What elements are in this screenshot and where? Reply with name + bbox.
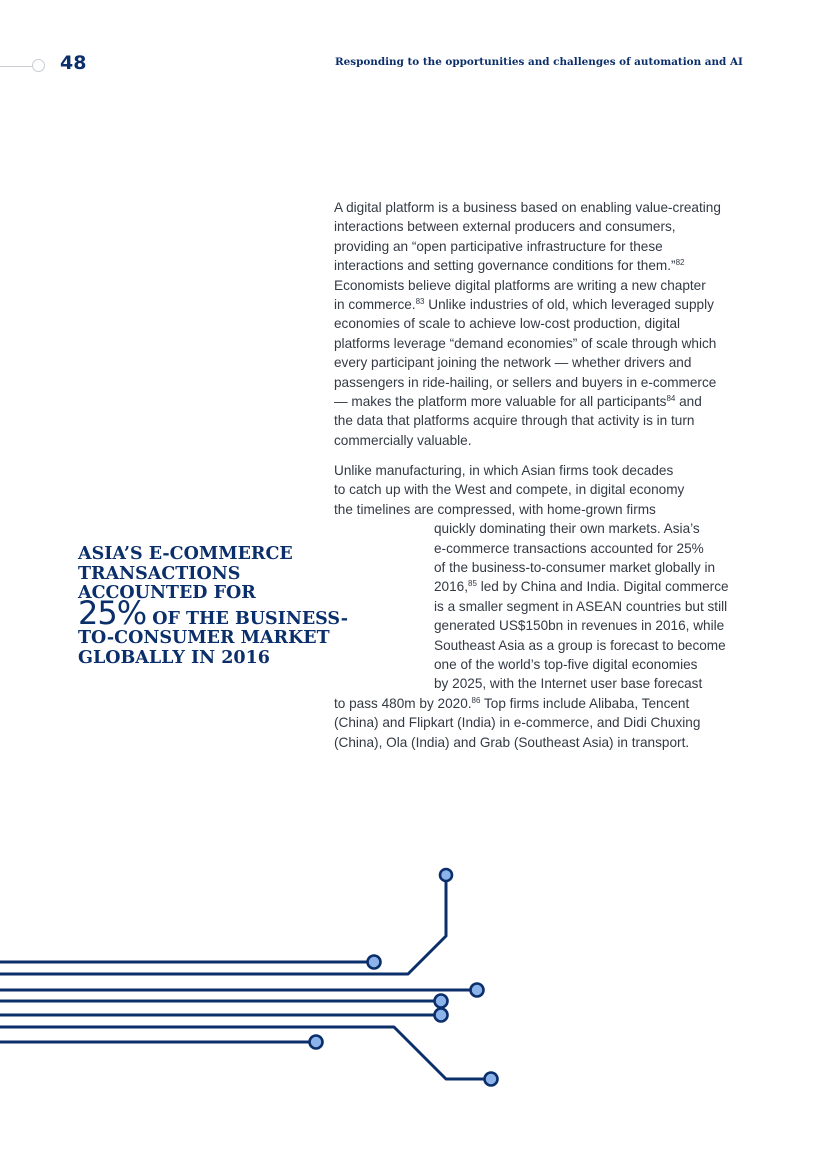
text-span: 2016, (434, 579, 469, 595)
running-head: Responding to the opportunities and challenges of automation and AI (335, 56, 743, 68)
text-line (334, 694, 754, 713)
text-line: is a smaller segment in ASEAN countries but still (434, 598, 728, 614)
pull-quote-line: ASIA’S E-COMMERCE (78, 544, 293, 564)
circuit-node (471, 984, 484, 997)
circuit-trace (0, 1027, 484, 1079)
footnote-ref-84: 84 (666, 394, 676, 404)
text-line (334, 392, 754, 411)
text-line: A digital platform is a business based on enabling value-creating (334, 200, 721, 215)
text-line: the timelines are compressed, with home-grown firms (334, 501, 656, 517)
circuit-node (435, 1009, 448, 1022)
body-paragraph-2 (334, 461, 754, 752)
pull-quote-text: OF THE BUSINESS- (146, 608, 348, 629)
circuit-node (435, 995, 448, 1008)
text-span: and (675, 394, 702, 410)
text-line: passengers in ride-hailing, or sellers and buyers in e-commerce (334, 374, 717, 390)
text-line: Economists believe digital platforms are writing a new chapter (334, 277, 706, 293)
circuit-board-illustration (0, 860, 520, 1100)
footnote-ref-85: 85 (468, 579, 477, 589)
text-line (334, 295, 754, 314)
text-line: (China) and Flipkart (India) in e-commerce, and Didi Chuxing (334, 715, 701, 731)
text-span: led by China and India. Digital commerce (476, 579, 729, 595)
pull-quote-line: TO-CONSUMER MARKET (78, 628, 330, 649)
text-line: interactions between external producers and consumers, (334, 219, 676, 235)
circuit-node (368, 956, 381, 969)
page-number-circle (32, 59, 45, 72)
circuit-traces (0, 875, 484, 1079)
text-line: the data that platforms acquire through that activity is in turn (334, 413, 695, 429)
text-span: Top firms include Alibaba, Tencent (480, 695, 690, 711)
text-line: Southeast Asia as a group is forecast to become (434, 637, 726, 653)
circuit-node (310, 1036, 323, 1049)
text-line: to catch up with the West and compete, in digital economy (334, 482, 685, 498)
footnote-ref-86: 86 (471, 695, 481, 705)
circuit-node (440, 869, 452, 881)
text-line: quickly dominating their own markets. Asia’s (434, 521, 700, 537)
page-number-rule (0, 66, 32, 67)
text-line: generated US$150bn in revenues in 2016, while (434, 618, 725, 634)
pull-quote-line: TRANSACTIONS (78, 563, 241, 584)
circuit-node (485, 1073, 498, 1086)
text-line (334, 577, 754, 596)
text-line: by 2025, with the Internet user base forecast (434, 676, 703, 692)
text-line: every participant joining the network — whether drivers and (334, 355, 692, 371)
page-number: 48 (60, 52, 87, 74)
text-line: platforms leverage “demand economies” of scale through which (334, 335, 717, 351)
pull-quote-line: ACCOUNTED FOR (78, 583, 256, 604)
text-line (334, 256, 754, 275)
text-span: interactions and setting governance conditions for them.” (334, 258, 676, 274)
footnote-ref-82: 82 (675, 258, 685, 268)
text-span: in commerce. (334, 297, 416, 313)
text-span: Unlike industries of old, which leveraged supply (424, 297, 714, 313)
text-line: economies of scale to achieve low-cost production, digital (334, 316, 681, 332)
footnote-ref-83: 83 (415, 297, 425, 307)
text-span: — makes the platform more valuable for all participants (334, 394, 667, 410)
pull-quote-stat: 25% (78, 593, 147, 632)
text-line: of the business-to-consumer market globally in (434, 560, 716, 576)
circuit-nodes (310, 869, 498, 1086)
text-line: (China), Ola (India) and Grab (Southeast Asia) in transport. (334, 734, 690, 750)
text-line: e-commerce transactions accounted for 25% (434, 540, 704, 556)
body-paragraph-1 (334, 198, 754, 450)
text-line: providing an “open participative infrastructure for these (334, 238, 663, 254)
pull-quote (78, 545, 348, 669)
text-span: to pass 480m by 2020. (334, 695, 472, 711)
text-line: one of the world’s top-five digital economies (434, 657, 698, 673)
text-line: commercially valuable. (334, 432, 472, 448)
pull-quote-line: GLOBALLY IN 2016 (78, 647, 270, 668)
text-line: Unlike manufacturing, in which Asian firms took decades (334, 463, 674, 478)
